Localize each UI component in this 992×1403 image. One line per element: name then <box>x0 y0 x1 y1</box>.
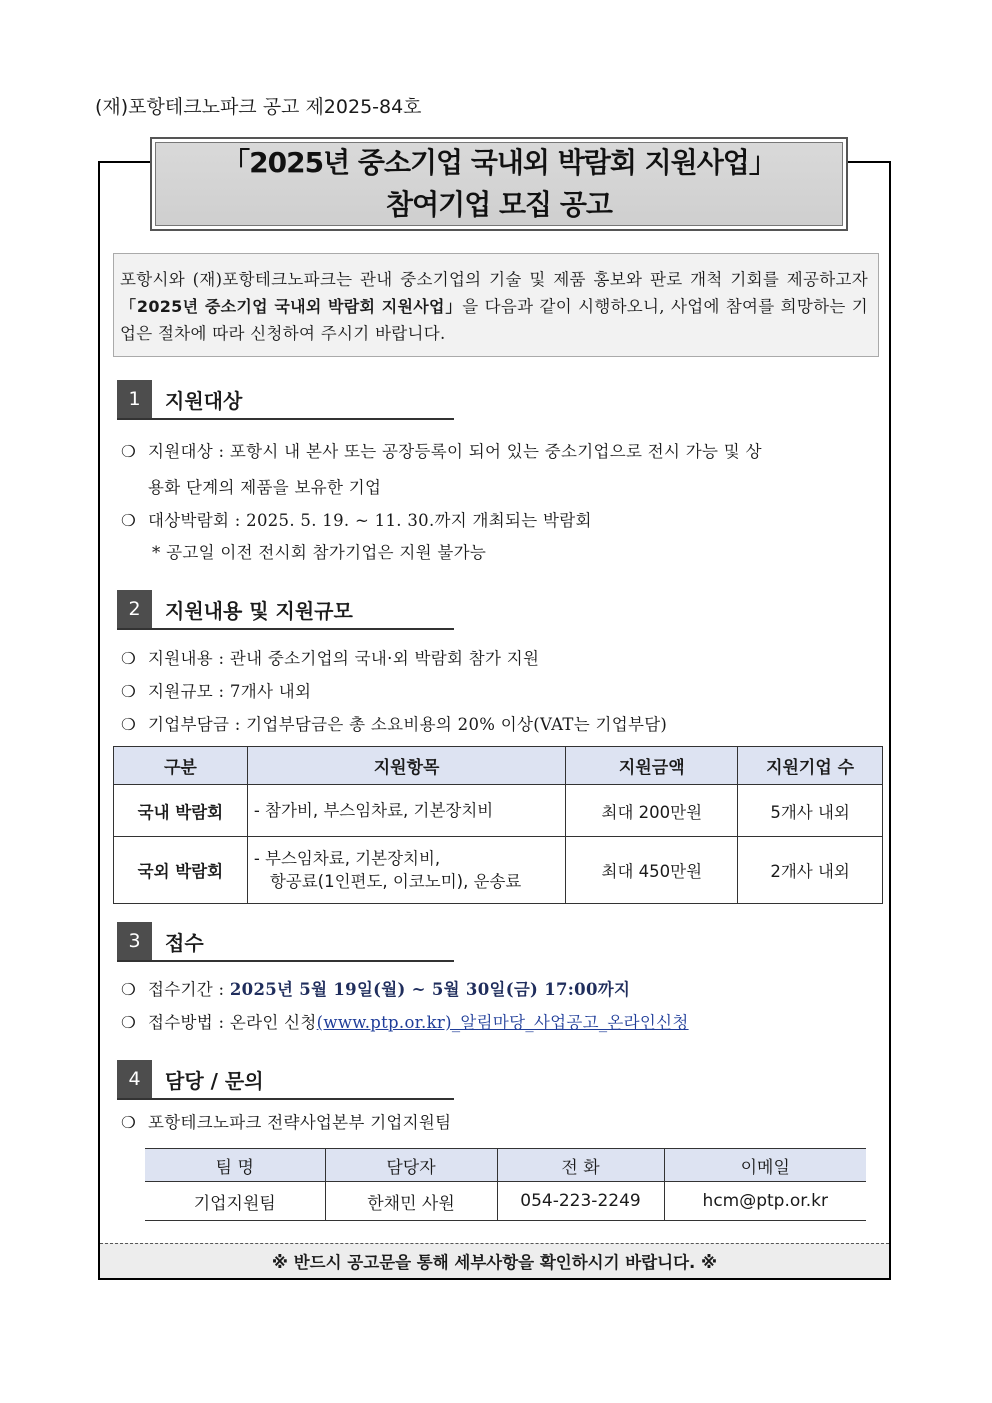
table-row <box>114 785 883 837</box>
column-header: 이메일 <box>664 1149 866 1182</box>
phone-number: 054-223-2249 <box>497 1182 664 1221</box>
intro-paragraph <box>113 253 879 357</box>
row-count: 5개사 내외 <box>738 785 883 837</box>
section-title: 접수 <box>165 931 204 955</box>
section-number: 1 <box>117 380 152 418</box>
bullet-icon: ❍ <box>121 649 137 668</box>
list-item: ❍ 지원대상 : 포항시 내 본사 또는 공장등록이 되어 있는 중소기업으로 전시 가능 및 상 <box>121 442 762 461</box>
intro-text-before: 포항시와 (재)포항테크노파크는 관내 중소기업의 기술 및 제품 홍보와 판로 개척 기회를 제공하고자 <box>120 270 868 289</box>
list-item-period: ❍ 접수기간 : 2025년 5월 19일(월) ~ 5월 30일(금) 17:00까지 <box>121 980 631 999</box>
table-row <box>145 1182 866 1221</box>
list-item: ❍ 지원내용 : 관내 중소기업의 국내·외 박람회 참가 지원 <box>121 649 540 668</box>
bullet-icon: ❍ <box>121 715 137 734</box>
bullet-icon: ❍ <box>121 980 137 999</box>
column-header: 지원기업 수 <box>738 747 883 785</box>
row-items: - 부스임차료, 기본장치비, 항공료(1인편도, 이코노미), 운송료 <box>247 837 566 904</box>
section-title: 담당 / 문의 <box>165 1069 264 1093</box>
section-1-header <box>117 380 454 420</box>
bullet-icon: ❍ <box>121 511 137 530</box>
table-row <box>114 837 883 904</box>
notice-number: (재)포항테크노파크 공고 제2025-84호 <box>95 96 422 118</box>
row-category: 국외 박람회 <box>114 837 248 904</box>
bullet-icon: ❍ <box>121 1013 137 1032</box>
column-header: 지원항목 <box>247 747 566 785</box>
column-header: 담당자 <box>325 1149 497 1182</box>
apply-online-link[interactable]: (www.ptp.or.kr)_알림마당_사업공고_온라인신청 <box>316 1013 689 1032</box>
row-items: - 참가비, 부스임차료, 기본장치비 <box>247 785 566 837</box>
title-banner <box>155 142 843 226</box>
section-number: 2 <box>117 590 152 628</box>
footer-note: ※ 반드시 공고문을 통해 세부사항을 확인하시기 바랍니다. ※ <box>100 1243 889 1278</box>
column-header: 팀 명 <box>145 1149 325 1182</box>
section-number: 4 <box>117 1060 152 1098</box>
row-amount: 최대 450만원 <box>566 837 738 904</box>
intro-text-after: 을 다음과 같이 시행하오니, 사업에 참여를 희망하는 기업은 절차에 따라 신청하여 주시기 바랍니다. <box>120 297 868 343</box>
table-header-row <box>114 747 883 785</box>
section-3-header <box>117 922 454 962</box>
column-header: 구분 <box>114 747 248 785</box>
application-period: 2025년 5월 19일(월) ~ 5월 30일(금) 17:00까지 <box>229 980 631 999</box>
list-item: ❍ 지원규모 : 7개사 내외 <box>121 682 312 701</box>
list-item-continuation: 용화 단계의 제품을 보유한 기업 <box>148 478 382 497</box>
contact-person: 한채민 사원 <box>325 1182 497 1221</box>
section-2-header <box>117 590 454 630</box>
title-line-1: 「2025년 중소기업 국내외 박람회 지원사업」 <box>222 146 776 179</box>
row-count: 2개사 내외 <box>738 837 883 904</box>
list-item: ❍ 대상박람회 : 2025. 5. 19. ~ 11. 30.까지 개최되는 박람회 <box>121 511 592 530</box>
bullet-icon: ❍ <box>121 682 137 701</box>
list-item: ❍ 기업부담금 : 기업부담금은 총 소요비용의 20% 이상(VAT는 기업부담) <box>121 715 668 734</box>
row-category: 국내 박람회 <box>114 785 248 837</box>
section-number: 3 <box>117 922 152 960</box>
column-header: 지원금액 <box>566 747 738 785</box>
section-title: 지원대상 <box>165 389 243 413</box>
email-address: hcm@ptp.or.kr <box>664 1182 866 1221</box>
title-line-2: 참여기업 모집 공고 <box>386 188 612 221</box>
section-title: 지원내용 및 지원규모 <box>165 599 353 623</box>
support-table <box>113 746 883 904</box>
title-box <box>150 137 848 231</box>
team-name: 기업지원팀 <box>145 1182 325 1221</box>
list-item-method: ❍ 접수방법 : 온라인 신청(www.ptp.or.kr)_알림마당_사업공고_온라인신청 <box>121 1013 689 1032</box>
contact-table <box>145 1148 866 1221</box>
column-header: 전 화 <box>497 1149 664 1182</box>
list-item: ❍ 포항테크노파크 전략사업본부 기업지원팀 <box>121 1113 452 1132</box>
bullet-icon: ❍ <box>121 442 137 461</box>
row-amount: 최대 200만원 <box>566 785 738 837</box>
section-4-header <box>117 1060 454 1100</box>
note-text: * 공고일 이전 전시회 참가기업은 지원 불가능 <box>152 543 487 562</box>
intro-program-name: 「2025년 중소기업 국내외 박람회 지원사업」 <box>120 297 463 316</box>
table-header-row <box>145 1149 866 1182</box>
bullet-icon: ❍ <box>121 1113 137 1132</box>
